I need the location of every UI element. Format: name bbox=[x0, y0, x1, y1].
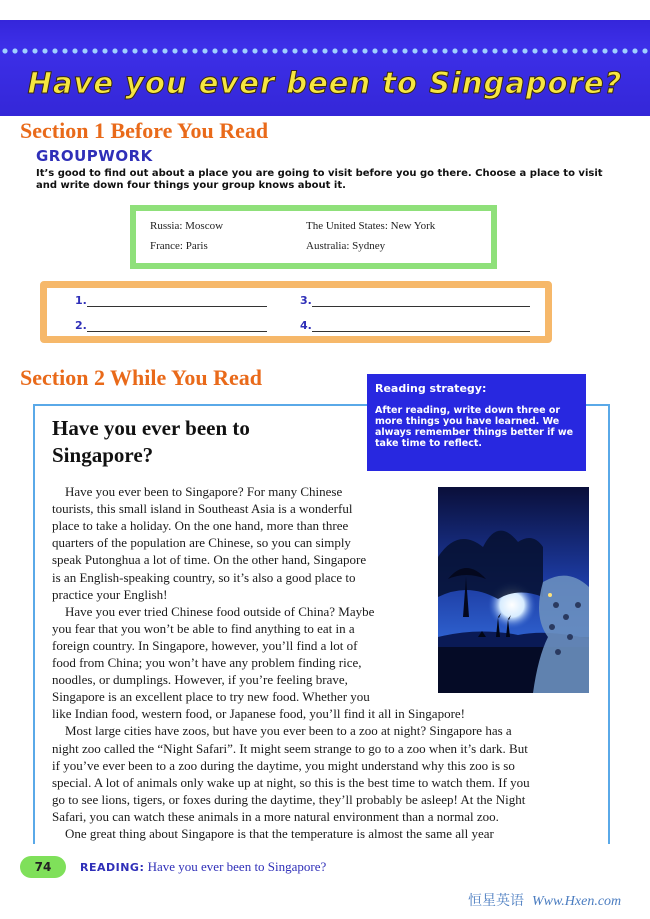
places-box bbox=[130, 205, 497, 269]
article-line: if you’ve ever been to a zoo during the daytime, you might understand why this zoo is so bbox=[52, 757, 515, 773]
article-line: One great thing about Singapore is that the temperature is almost the same all year bbox=[52, 826, 494, 841]
footer-label bbox=[80, 859, 326, 875]
blank-number: 4. bbox=[300, 319, 312, 332]
groupwork-instruction: It’s good to find out about a place you are going to visit before you go there. Choose a place to visit and write down four things your group knows about it. bbox=[36, 168, 603, 191]
article-line: foreign country. In Singapore, however, you’ll find a lot of bbox=[52, 637, 358, 653]
article-line: Singapore is an excellent place to try new food. Whether you bbox=[52, 689, 370, 705]
article-line: you fear that you won’t be able to find anything to eat in a bbox=[52, 620, 355, 636]
article-line: Most large cities have zoos, but have you ever been to a zoo at night? Singapore has a bbox=[52, 723, 512, 739]
article-line: night zoo called the “Night Safari”. It might seem strange to go to a zoo when it’s dark. But bbox=[52, 740, 528, 756]
page-title: Have you ever been to Singapore? bbox=[27, 66, 623, 100]
groupwork-heading: GROUPWORK bbox=[36, 147, 153, 165]
strategy-title: Reading strategy: bbox=[375, 382, 487, 395]
banner-top-strip bbox=[0, 0, 650, 20]
footer-reading-label: READING: bbox=[80, 861, 145, 874]
blank-4[interactable] bbox=[300, 319, 530, 332]
blank-number: 1. bbox=[75, 294, 87, 307]
article-line: is an English-speaking country, so it’s also a good place to bbox=[52, 569, 356, 585]
watermark-chinese: 恒星英语 bbox=[468, 893, 524, 909]
answer-blanks-box bbox=[40, 281, 552, 343]
title-banner bbox=[0, 0, 650, 116]
place-item: Australia: Sydney bbox=[306, 240, 386, 252]
article-line: go to see lions, tigers, or foxes during the daytime, they’ll probably be asleep! At the Night bbox=[52, 791, 526, 807]
site-watermark bbox=[468, 890, 621, 910]
blank-2[interactable] bbox=[75, 319, 267, 332]
night-safari-photo bbox=[438, 487, 589, 693]
article-title-line: Have you ever been to bbox=[52, 416, 250, 440]
article-line: like Indian food, western food, or Japanese food, you’ll find it all in Singapore! bbox=[52, 706, 466, 722]
article-line: Safari, you can watch these animals in a more natural environment than a normal zoo. bbox=[52, 808, 499, 824]
article-line: Have you ever tried Chinese food outside of China? Maybe bbox=[52, 603, 375, 619]
blank-3[interactable] bbox=[300, 294, 530, 307]
night-safari-illustration bbox=[438, 487, 589, 693]
blank-number: 2. bbox=[75, 319, 87, 332]
blank-1[interactable] bbox=[75, 294, 267, 307]
blank-line bbox=[87, 296, 267, 307]
article-line: speak Putonghua a lot of time. On the other hand, Singapore bbox=[52, 552, 367, 568]
article-line: tourists, this small island in Southeast Asia is a wonderful bbox=[52, 501, 353, 517]
article-line: practice your English! bbox=[52, 586, 168, 602]
article-line: food from China; you won’t have any problem finding rice, bbox=[52, 655, 362, 670]
article-line: noodles, or dumplings. However, if you’re feeling brave, bbox=[52, 672, 348, 688]
blank-line bbox=[312, 296, 530, 307]
blank-line bbox=[312, 321, 530, 332]
blank-line bbox=[87, 321, 267, 332]
footer-title: Have you ever been to Singapore? bbox=[144, 859, 327, 874]
strategy-body: After reading, write down three or more things you have learned. We always remember things better if we take time to reflect. bbox=[375, 405, 574, 449]
article-line: Have you ever been to Singapore? For many Chinese bbox=[52, 484, 343, 499]
place-item: Russia: Moscow bbox=[150, 220, 224, 232]
section1-heading: Section 1 Before You Read bbox=[20, 118, 269, 143]
banner-dot-row bbox=[0, 46, 650, 56]
section2-heading: Section 2 While You Read bbox=[20, 365, 263, 390]
article-line: special. A lot of animals only wake up at night, so this is the best time to watch them. If you bbox=[52, 774, 530, 790]
article-line: quarters of the population are Chinese, so you can simply bbox=[52, 535, 351, 551]
article-title-line: Singapore? bbox=[52, 443, 154, 467]
place-item: France: Paris bbox=[150, 240, 208, 252]
place-item: The United States: New York bbox=[306, 220, 436, 232]
page-number: 74 bbox=[20, 856, 66, 878]
watermark-url: Www.Hxen.com bbox=[532, 894, 622, 909]
page-footer bbox=[0, 850, 650, 890]
article-title bbox=[52, 415, 322, 469]
blank-number: 3. bbox=[300, 294, 312, 307]
reading-strategy-box bbox=[367, 374, 586, 471]
article-line: place to take a holiday. On the one hand, more than three bbox=[52, 518, 349, 534]
